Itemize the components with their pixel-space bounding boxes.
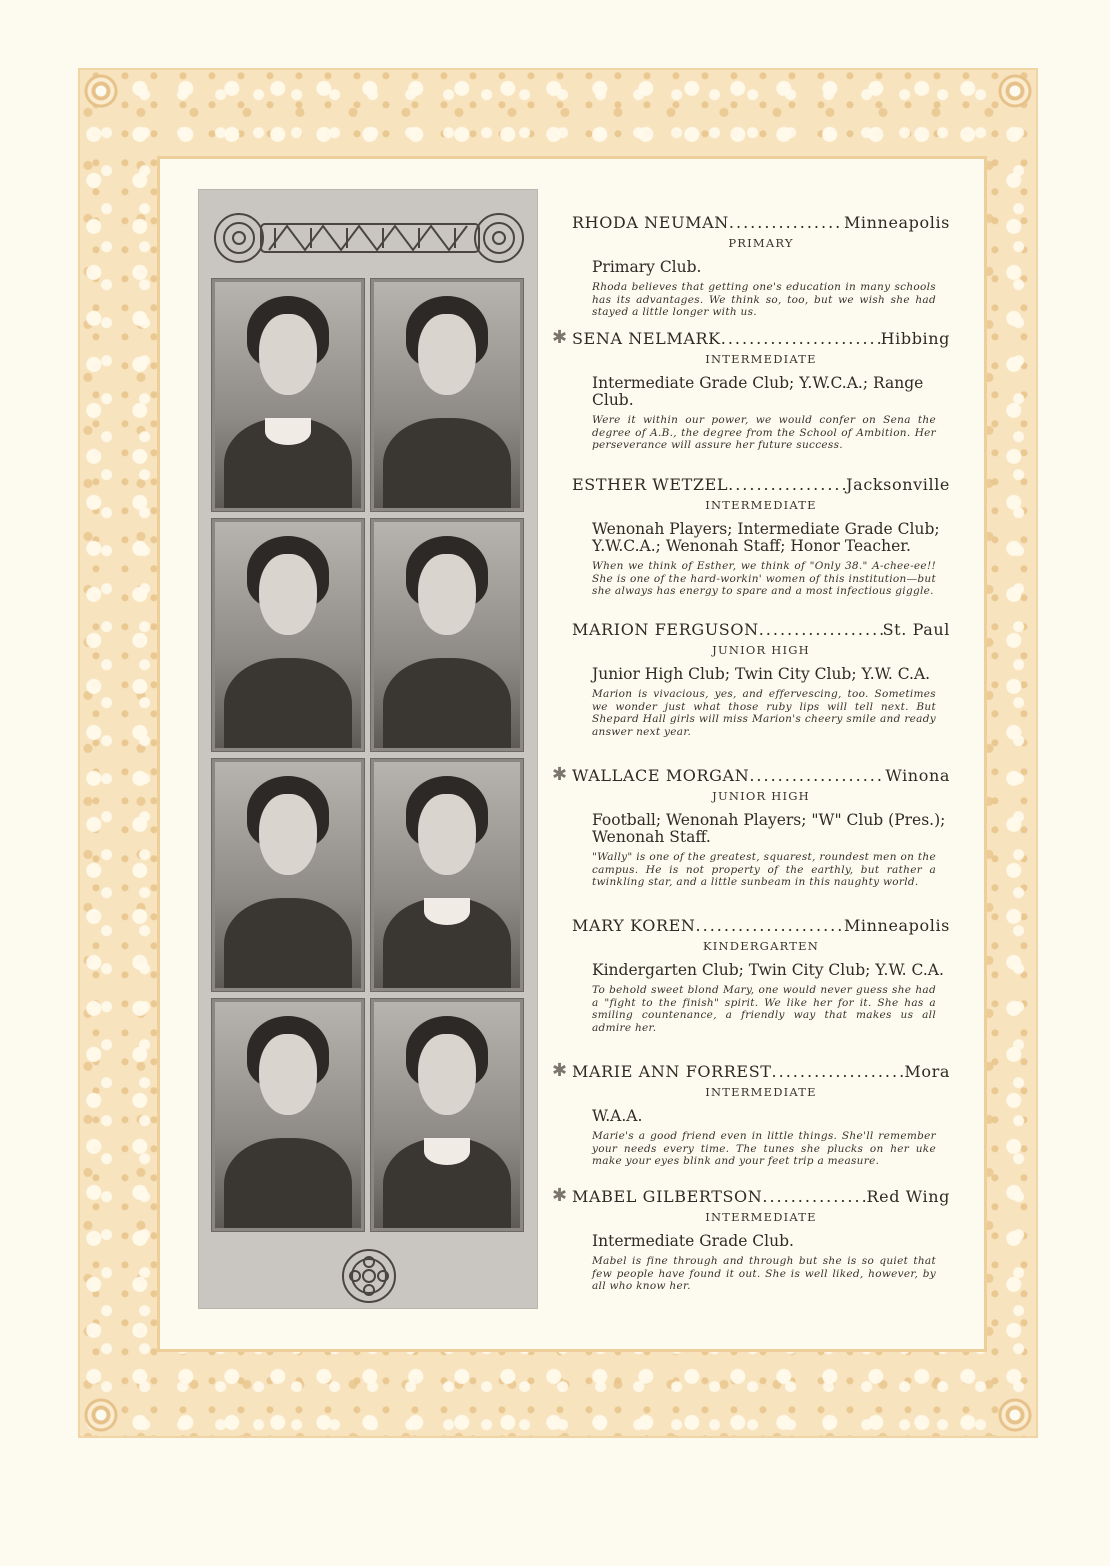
asterisk-icon: ✱ (552, 1185, 568, 1206)
department: INTERMEDIATE (705, 1210, 817, 1224)
activities: Junior High Club; Twin City Club; Y.W. C.A. (592, 665, 931, 683)
department: KINDERGARTEN (703, 939, 819, 953)
activities: Football; Wenonah Players; "W" Club (Pres.); Wenonah Staff. (592, 811, 946, 846)
activities: W.A.A. (592, 1107, 643, 1125)
leader-dots (772, 1062, 905, 1081)
department: INTERMEDIATE (705, 498, 817, 512)
name-line (572, 620, 950, 639)
leader-dots (721, 329, 881, 348)
name-line (572, 475, 950, 494)
rosette-icon (998, 74, 1032, 108)
leader-dots (749, 766, 885, 785)
name-line (552, 1185, 950, 1206)
student-entry (552, 764, 950, 889)
student-name: MARY KOREN (572, 916, 696, 935)
leader-dots (728, 475, 846, 494)
portrait-photo (370, 278, 524, 512)
photo-panel (198, 189, 538, 1309)
portrait-photo (370, 998, 524, 1232)
portrait-photo (211, 758, 365, 992)
bio: Were it within our power, we would confer on Sena the degree of A.B., the degree from the School of Ambition. Her perseverance will assure her future success. (592, 414, 936, 451)
student-entry (572, 916, 950, 1034)
hometown: Minneapolis (843, 213, 950, 232)
student-entry (552, 1060, 950, 1168)
bio: Marion is vivacious, yes, and effervescing, too. Sometimes we wonder just what those ruby lips will tell next. But Shepard Hall girls will miss Marion's cheery smile and ready answer next year. (592, 688, 936, 738)
portrait-photo (370, 518, 524, 752)
leader-dots (729, 213, 844, 232)
hometown: Hibbing (880, 329, 950, 348)
student-entry (572, 475, 950, 598)
hometown: St. Paul (882, 620, 950, 639)
bio: Rhoda believes that getting one's education in many schools has its advantages. We think so, too, but we wish she had stayed a little longer with us. (592, 281, 936, 318)
leader-dots (759, 620, 883, 639)
rosette-icon (84, 74, 118, 108)
department: JUNIOR HIGH (712, 643, 810, 657)
bio: To behold sweet blond Mary, one would never guess she had a "fight to the finish" spirit. We like her for it. She has a smiling countenance, a friendly way that makes us all admire her. (592, 984, 936, 1034)
leader-dots (762, 1187, 866, 1206)
hometown: Minneapolis (843, 916, 950, 935)
activities: Wenonah Players; Intermediate Grade Club; Y.W.C.A.; Wenonah Staff; Honor Teacher. (592, 520, 940, 555)
student-entry (552, 327, 950, 452)
activities: Intermediate Grade Club; Y.W.C.A.; Range Club. (592, 374, 924, 409)
student-name: WALLACE MORGAN (572, 766, 750, 785)
student-name: SENA NELMARK (572, 329, 721, 348)
portrait-photo (211, 278, 365, 512)
name-line (572, 213, 950, 232)
student-name: RHODA NEUMAN (572, 213, 729, 232)
bio: "Wally" is one of the greatest, squarest, roundest men on the campus. He is not property of the earthly, but rather a twinkling star, and a little sunbeam in this naughty world. (592, 851, 936, 888)
leader-dots (696, 916, 844, 935)
portrait-photo (370, 758, 524, 992)
department: PRIMARY (728, 236, 794, 250)
hometown: Red Wing (866, 1187, 950, 1206)
ornament-icon (209, 202, 529, 274)
asterisk-icon: ✱ (552, 327, 568, 348)
student-name: ESTHER WETZEL (572, 475, 729, 494)
hometown: Winona (885, 766, 950, 785)
portrait-photo (211, 998, 365, 1232)
student-entry (552, 1185, 950, 1293)
rosette-icon (998, 1398, 1032, 1432)
rosette-icon (84, 1398, 118, 1432)
student-name: MARION FERGUSON (572, 620, 759, 639)
hometown: Mora (904, 1062, 950, 1081)
rosette-icon (339, 1246, 399, 1306)
student-name: MARIE ANN FORREST (572, 1062, 772, 1081)
name-line (552, 327, 950, 348)
name-line (572, 916, 950, 935)
department: INTERMEDIATE (705, 352, 817, 366)
bio: Marie's a good friend even in little things. She'll remember your needs every time. The tunes she plucks on her uke make your eyes blink and your feet trip a measure. (592, 1130, 936, 1167)
name-line (552, 1060, 950, 1081)
bio: When we think of Esther, we think of "Only 38." A-chee-ee!! She is one of the hard-workin' women of this institution—but she always has energy to spare and a most infectious giggle. (592, 560, 936, 597)
bio: Mabel is fine through and through but she is so quiet that few people have found it out. She is well liked, however, by all who know her. (592, 1255, 936, 1292)
student-name: MABEL GILBERTSON (572, 1187, 763, 1206)
activities: Primary Club. (592, 258, 702, 276)
department: JUNIOR HIGH (712, 789, 810, 803)
activities: Kindergarten Club; Twin City Club; Y.W. C.A. (592, 961, 944, 979)
asterisk-icon: ✱ (552, 764, 568, 785)
portrait-photo (211, 518, 365, 752)
name-line (552, 764, 950, 785)
activities: Intermediate Grade Club. (592, 1232, 794, 1250)
student-entry (572, 213, 950, 319)
department: INTERMEDIATE (705, 1085, 817, 1099)
hometown: Jacksonville (846, 475, 950, 494)
student-entry (572, 620, 950, 738)
asterisk-icon: ✱ (552, 1060, 568, 1081)
